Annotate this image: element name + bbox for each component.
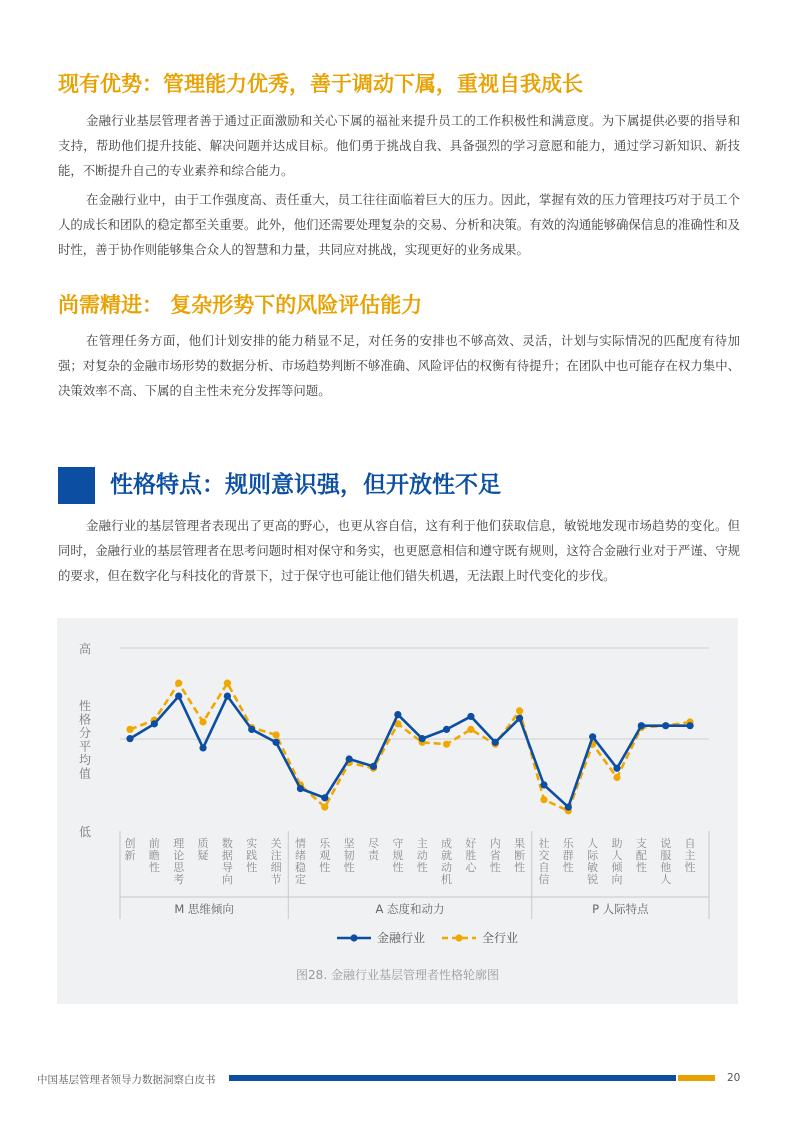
data-point — [321, 804, 328, 811]
page-number: 20 — [727, 1072, 741, 1084]
section-heading-strengths: 现有优势：管理能力优秀，善于调动下属，重视自我成长 — [58, 72, 583, 96]
data-point — [126, 735, 133, 742]
x-tick-label: 乐观性 — [319, 837, 331, 874]
paragraph-improve: 在管理任务方面，他们计划安排的能力稍显不足，对任务的安排也不够高效、灵活，计划与实际情况的匹配度有待加强；对复杂的金融市场形势的数据分析、市场趋势判断不够准确、风险评估的权衡有待提升；在团队中也可能存在权力集中、决策效率不高、下属的自主性未充分发挥等问题。 — [58, 333, 740, 398]
section-heading-personality: 性格特点：规则意识强，但开放性不足 — [110, 472, 501, 498]
x-tick-label: 理论思考 — [173, 837, 185, 886]
data-point — [151, 720, 158, 727]
data-point — [175, 680, 182, 687]
data-point — [662, 722, 669, 729]
data-point — [443, 741, 450, 748]
data-point — [224, 693, 231, 700]
chart-panel — [57, 618, 738, 1004]
x-tick-label: 数据导向 — [221, 837, 233, 886]
x-tick-label: 尽责 — [368, 837, 379, 862]
x-tick-label: 前瞻性 — [148, 837, 160, 874]
data-point — [516, 707, 523, 714]
data-point — [394, 711, 401, 718]
group-label: A 态度和动力 — [375, 902, 445, 916]
x-tick-label: 关注细节 — [270, 837, 282, 886]
footer-bar-blue — [229, 1075, 676, 1081]
y-axis-label: 性格分平均值 — [78, 699, 92, 781]
series-line-finance — [130, 696, 690, 807]
x-tick-label: 助人倾向 — [611, 837, 623, 886]
x-tick-label: 实践性 — [246, 837, 258, 874]
legend-label: 金融行业 — [377, 931, 426, 945]
personality-line-chart — [57, 618, 738, 958]
x-tick-label: 好胜心 — [465, 837, 477, 874]
data-point — [467, 726, 474, 733]
x-tick-label: 支配性 — [635, 837, 647, 874]
section-marker-box — [58, 467, 95, 504]
data-point — [516, 715, 523, 722]
data-point — [540, 781, 547, 788]
paragraph-strengths-1: 金融行业基层管理者善于通过正面激励和关心下属的福祉来提升员工的工作积极性和满意度。为下属提供必要的指导和支持，帮助他们提升技能、解决问题并达成目标。他们勇于挑战自我、具备强烈的学习意愿和能力，通过学习新知识、新技能，不断提升自己的专业素养和综合能力。 — [58, 113, 740, 178]
group-label: P 人际特点 — [592, 902, 649, 916]
data-point — [199, 744, 206, 751]
data-point — [346, 755, 353, 762]
section-heading-improve: 尚需精进： 复杂形势下的风险评估能力 — [58, 293, 423, 317]
data-point — [224, 680, 231, 687]
x-tick-label: 乐群性 — [562, 837, 574, 874]
data-point — [419, 735, 426, 742]
x-tick-label: 守规性 — [392, 837, 404, 874]
x-tick-label: 创新 — [124, 837, 136, 862]
x-tick-label: 果断性 — [514, 837, 526, 874]
data-point — [613, 765, 620, 772]
data-point — [540, 796, 547, 803]
data-point — [638, 722, 645, 729]
legend-label: 全行业 — [482, 931, 519, 945]
footer-title: 中国基层管理者领导力数据洞察白皮书 — [37, 1074, 216, 1086]
x-tick-label: 主动性 — [416, 837, 428, 874]
y-tick-low: 低 — [78, 825, 92, 839]
x-tick-label: 社交自信 — [538, 837, 550, 886]
data-point — [248, 726, 255, 733]
data-point — [443, 726, 450, 733]
data-point — [565, 804, 572, 811]
data-point — [589, 733, 596, 740]
series-line-all-industry — [130, 683, 690, 811]
group-label: M 思维倾向 — [174, 902, 234, 916]
paragraph-strengths-2: 在金融行业中，由于工作强度高、责任重大，员工往往面临着巨大的压力。因此，掌握有效的压力管理技巧对于员工个人的成长和团队的稳定都至关重要。此外，他们还需要处理复杂的交易、分析和决策。有效的沟通能够确保信息的准确性和及时性，善于协作则能够集合众人的智慧和力量，共同应对挑战，实现更好的业务成果。 — [58, 192, 740, 257]
data-point — [273, 731, 280, 738]
paragraph-personality: 金融行业的基层管理者表现出了更高的野心，也更从容自信，这有利于他们获取信息，敏锐地发现市场趋势的变化。但同时，金融行业的基层管理者在思考问题时相对保守和务实，也更愿意相信和遵守既有规则，这符合金融行业对于严谨、守规的要求，但在数字化与科技化的背景下，过于保守也可能让他们错失机遇，无法跟上时代变化的步伐。 — [58, 518, 740, 583]
data-point — [175, 693, 182, 700]
y-tick-high: 高 — [78, 642, 92, 656]
data-point — [370, 763, 377, 770]
data-point — [126, 726, 133, 733]
footer-bar-orange — [678, 1075, 715, 1081]
x-tick-label: 坚韧性 — [343, 837, 355, 874]
x-tick-label: 人际敏锐 — [587, 837, 599, 886]
x-tick-label: 说服他人 — [660, 837, 672, 886]
chart-caption: 图28. 金融行业基层管理者性格轮廓图 — [296, 968, 499, 982]
data-point — [273, 739, 280, 746]
x-tick-label: 内省性 — [489, 837, 501, 874]
x-tick-label: 情绪稳定 — [294, 837, 306, 886]
data-point — [686, 722, 693, 729]
data-point — [467, 713, 474, 720]
x-tick-label: 质疑 — [197, 837, 209, 862]
legend-marker — [455, 934, 462, 941]
data-point — [297, 785, 304, 792]
data-point — [613, 774, 620, 781]
data-point — [321, 794, 328, 801]
data-point — [492, 739, 499, 746]
data-point — [199, 718, 206, 725]
x-tick-label: 自主性 — [684, 837, 696, 874]
legend-marker — [350, 934, 357, 941]
x-tick-label: 成就动机 — [441, 837, 453, 886]
